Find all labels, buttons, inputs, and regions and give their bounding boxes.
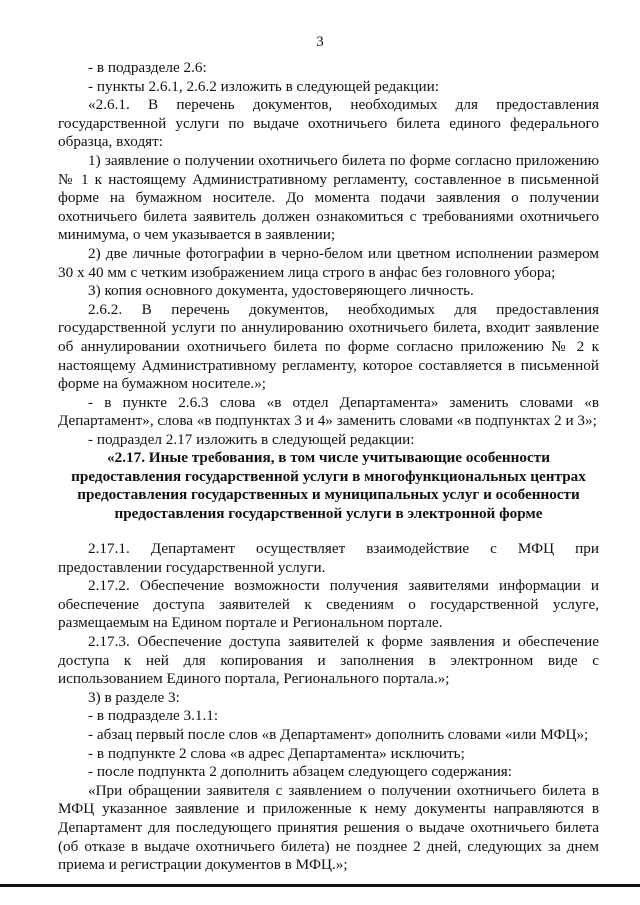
page-number: 3	[316, 34, 324, 50]
paragraph: 3) копия основного документа, удостоверяющего личность.	[88, 282, 474, 300]
paragraph: - подраздел 2.17 изложить в следующей редакции:	[88, 430, 415, 448]
paragraph: 2.17.3. Обеспечение доступа заявителей к форме заявления и обеспечение доступа к ней для копирования и заполнения в электронном виде с использованием Единого портала, Регионального портала.»;	[58, 633, 599, 688]
paragraph: - пункты 2.6.1, 2.6.2 изложить в следующей редакции:	[88, 77, 440, 95]
section-heading: «2.17. Иные требования, в том числе учитывающие особенности предоставления государственной услуги в многофункциональных центрах предоставления государственных и муниципальных услуг и особенности предоставления государственной услуги в электронной форме	[71, 449, 586, 522]
paragraph: 2.17.1. Департамент осуществляет взаимодействие с МФЦ при предоставлении государственной услуги.	[58, 540, 599, 576]
paragraph: 1) заявление о получении охотничьего билета по форме согласно приложению № 1 к настоящему Административному регламенту, составленное в письменной форме на бумажном носителе. До момента подачи заявления о получении охотничьего билета заявитель должен ознакомиться с требованиями охотничьего минимума, о чем указывается в заявлении;	[58, 151, 599, 244]
paragraph: - в подразделе 3.1.1:	[88, 707, 219, 725]
bottom-border-line	[0, 884, 640, 887]
paragraph: - в подразделе 2.6:	[88, 59, 207, 76]
document-body	[58, 59, 599, 875]
paragraph: - в подпункте 2 слова «в адрес Департамента» исключить;	[88, 744, 465, 762]
paragraph: 2.6.2. В перечень документов, необходимых для предоставления государственной услуги по аннулированию охотничьего билета, входит заявление об аннулировании охотничьего билета по форме согласно приложению № 2 к настоящему Административному регламенту, которое составляется в письменной форме на бумажном носителе.»;	[58, 300, 599, 393]
paragraph: - абзац первый после слов «в Департамент» дополнить словами «или МФЦ»;	[88, 726, 589, 744]
paragraph: 2) две личные фотографии в черно-белом или цветном исполнении размером 30 х 40 мм с четким изображением лица строго в анфас без головного убора;	[58, 244, 599, 281]
paragraph: 2.17.2. Обеспечение возможности получения заявителями информации и обеспечение доступа заявителей к сведениям о государственной услуге, размещаемым на Едином портале и Региональном портале.	[58, 577, 599, 632]
paragraph: «2.6.1. В перечень документов, необходимых для предоставления государственной услуги по выдаче охотничьего билета единого федерального образца, входят:	[58, 96, 599, 151]
paragraph: 3) в разделе 3:	[88, 688, 180, 706]
spacer	[58, 523, 599, 540]
paragraph: - в пункте 2.6.3 слова «в отдел Департамента» заменить словами «в Департамент», слова «в подпунктах 3 и 4» заменить словами «в подпунктах 2 и 3»;	[58, 393, 599, 430]
paragraph: «При обращении заявителя с заявлением о получении охотничьего билета в МФЦ указанное заявление и приложенные к нему документы направляются в Департамент для последующего принятия решения о выдаче охотничьего билета (об отказе в выдаче охотничьего билета) не позднее 2 дней, следующих за днем приема и регистрации документов в МФЦ.»;	[58, 781, 599, 874]
paragraph: - после подпункта 2 дополнить абзацем следующего содержания:	[88, 763, 512, 781]
